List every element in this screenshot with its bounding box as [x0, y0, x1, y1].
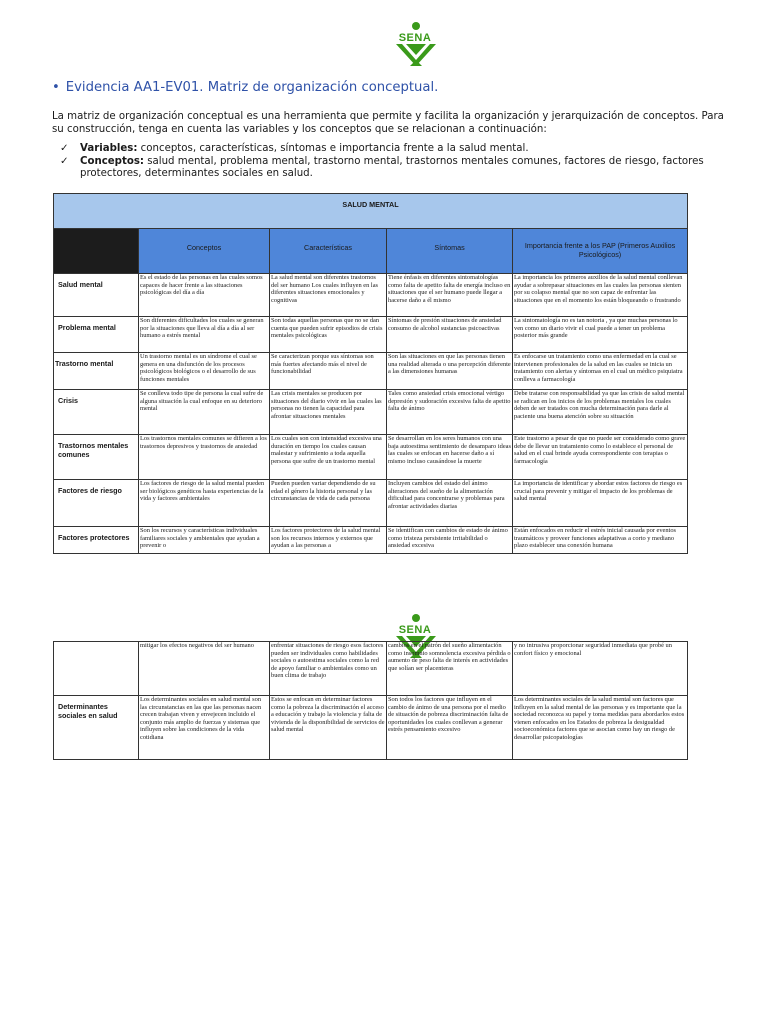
- table-row: [54, 480, 688, 527]
- table-row: [54, 435, 688, 480]
- row-header: Trastorno mental: [54, 353, 139, 390]
- column-header: Características: [270, 229, 387, 274]
- salud-mental-table-continued: [53, 641, 688, 760]
- table-cell: cambios en el patrón del sueño alimentación como insomnio somnolencia excesiva pérdida o aumento de peso falta de interés en actividades que solían ser placenteras: [387, 642, 513, 696]
- table-cell: Se caracterizan porque sus síntomas son más fuertes afectando más el nivel de funcionabilidad: [270, 353, 387, 390]
- page-heading: [52, 80, 438, 95]
- table-cell: Es enfocarse un tratamiento como una enfermedad en la cual se intervienen profesionales de la salud en las cuales se inicia un tratamiento con alertas y síntomas en el cual un médico psiquiatra conlleva a farmacología: [513, 353, 688, 390]
- table-cell: Se conlleva todo tipe de persona la cual sufre de alguna situación la cual enfoque en su deterioro mental: [139, 390, 270, 435]
- table-row: [54, 353, 688, 390]
- table-row: [54, 390, 688, 435]
- table-cell: Tiene énfasis en diferentes sintomatologías como falta de apetito falta de energía incluso en situaciones que el ser humano puede llegar a hacerse daño a él mismo: [387, 274, 513, 317]
- table-cell: Las crisis mentales se producen por situaciones del diario vivir en las cuales las personas no tienen la capacidad para afrontar situaciones mentales: [270, 390, 387, 435]
- row-header: Problema mental: [54, 317, 139, 353]
- table-cell: Estos se enfocan en determinar factores como la pobreza la discriminación el acceso a educación y trabajo la violencia y falta de vivienda de la disponibilidad de servicios de salud mental: [270, 696, 387, 760]
- row-header: Crisis: [54, 390, 139, 435]
- checklist-label: Conceptos:: [80, 155, 144, 167]
- table-cell: Los factores de riesgo de la salud mental pueden ser biológicos genéticos hasta experiencias de la vida y factores ambientales: [139, 480, 270, 527]
- table-cell: Incluyen cambios del estado del ánimo alteraciones del sueño de la alimentación dificultad para concentrarse y problemas para afrontar actividades diarias: [387, 480, 513, 527]
- column-header: Conceptos: [139, 229, 270, 274]
- check-icon: ✓: [60, 155, 69, 167]
- column-header: Importancia frente a los PAP (Primeros Auxilios Psicológicos): [513, 229, 688, 274]
- table-cell: y no intrusiva proporcionar seguridad inmediata que probé un confort físico y emocional: [513, 642, 688, 696]
- checklist-text: conceptos, características, síntomas e importancia frente a la salud mental.: [137, 143, 529, 154]
- table-cell: Son todas aquellas personas que no se dan cuenta que pueden sufrir episodios de crisis mentales psicológicas: [270, 317, 387, 353]
- table-cell: Se identifican con cambios de estado de ánimo como tristeza persistente irritabilidad o ansiedad excesiva: [387, 527, 513, 554]
- table-cell: Son todos los factores que influyen en el cambio de ánimo de una persona por el medio de situación de pobreza discriminación falta de oportunidades los cuales conllevan a generar estrés pensamiento excesivo: [387, 696, 513, 760]
- table-row: [54, 696, 688, 760]
- table-cell: Los cuales son con intensidad excesiva una duración en tiempo los cuales causan malestar y sufrimiento a toda aquella persona que sufre de un trastorno mental: [270, 435, 387, 480]
- table-cell: La sintomatología no es tan notoria , ya que muchas personas lo ven como un diario vivir el cual puede a tener un problema posterior más grande: [513, 317, 688, 353]
- table-cell: La importancia los primeros auxilios de la salud mental conllevan ayudar a sobrepasar situaciones en las cuales las personas sienten por su colapso mental que no son capaz de enfrentar las situaciones que en el momento los están bloqueando o frustrando: [513, 274, 688, 317]
- table-cell: Los determinantes sociales de la salud mental son factores que influyen en la salud mental de las personas y es importante que la sociedad reconozca su papel y toma medidas para abordarlos estos vienen enfocados en los Estados de pobreza la desigualdad socioeconómica factores que se asocian como hay un riesgo de desarrollar psicopatologías: [513, 696, 688, 760]
- table-cell: Síntomas de presión situaciones de ansiedad consumo de alcohol sustancias psicoactivas: [387, 317, 513, 353]
- table-cell: Los trastornos mentales comunes se difieren a los trastornos depresivos y trastornos de ansiedad: [139, 435, 270, 480]
- table-cell: enfrentar situaciones de riesgo esos factores pueden ser individuales como habilidades sociales o autoestima sociales como la red de apoyo familiar o ambientales como un buen clima de trabajo: [270, 642, 387, 696]
- sena-logo-icon: [392, 20, 440, 72]
- table-cell: Los determinantes sociales en salud mental son las circunstancias en las que las personas nacen crecen trabajan viven y envejecen incluido el conjunto más amplio de fuerzas y sistemas que influyen sobre las condiciones de la vida cotidiana: [139, 696, 270, 760]
- intro-paragraph: La matriz de organización conceptual es una herramienta que permite y facilita la organización y jerarquización de conceptos. Para su construcción, tenga en cuenta las variables y los conceptos que se relacionan a continuación:: [52, 111, 724, 135]
- table-cell: Este trastorno a pesar de que no puede ser considerado como grave debe de llevar un tratamiento como lo establece el personal de salud en el cual brinde ayuda correspondiente con terapias o farmacología: [513, 435, 688, 480]
- table-cell: Son diferentes dificultades los cuales se generan por la situaciones que lleva al día a día al ser humano a estrés mental: [139, 317, 270, 353]
- row-header: Factores protectores: [54, 527, 139, 554]
- sena-logo: [392, 20, 452, 72]
- row-header: Factores de riesgo: [54, 480, 139, 527]
- table-cell: Debe tratarse con responsabilidad ya que las crisis de salud mental se radican en los inicios de los problemas mentales los cuales deben de ser tratados con mucha determinación para darle al paciente una buena atención sobre su situación: [513, 390, 688, 435]
- table-cell: Son las situaciones en que las personas tienen una realidad alterada o una percepción diferente a las dimensiones humanas: [387, 353, 513, 390]
- row-header: Determinantes sociales en salud: [54, 696, 139, 760]
- checklist: [60, 143, 720, 181]
- table-cell: Son los recursos y características individuales familiares sociales y ambientales que ayudan a prevenir o: [139, 527, 270, 554]
- table-row: [54, 642, 688, 696]
- table-cell: La importancia de identificar y abordar estos factores de riesgo es crucial para prevenir y mitigar el impacto de los problemas de salud mental: [513, 480, 688, 527]
- table-cell: Pueden pueden variar dependiendo de su edad el género la historia personal y las circunstancias de vida de cada persona: [270, 480, 387, 527]
- table-row: [54, 527, 688, 554]
- corner-cell: [54, 229, 139, 274]
- table-row: [54, 317, 688, 353]
- table-cell: La salud mental son diferentes trastornos del ser humano Los cuales influyen en las diferentes situaciones emocionales y cognitivas: [270, 274, 387, 317]
- row-header: Trastornos mentales comunes: [54, 435, 139, 480]
- table-cell: Es el estado de las personas en las cuales somos capaces de hacer frente a las situaciones psicológicas del día a día: [139, 274, 270, 317]
- column-header: Síntomas: [387, 229, 513, 274]
- table-cell: mitigar los efectos negativos del ser humano: [139, 642, 270, 696]
- checklist-label: Variables:: [80, 143, 138, 154]
- row-header: [54, 642, 139, 696]
- logo-text: SENA: [398, 624, 432, 636]
- checklist-item: [60, 143, 720, 156]
- table-row: [54, 274, 688, 317]
- table-cell: Se desarrollan en los seres humanos con una baja autoestima sentimiento de desamparo ideas las cuales se enfocan en hacerse daño a sí mismo incluso causándose la muerte: [387, 435, 513, 480]
- table-title: SALUD MENTAL: [54, 194, 688, 229]
- row-header: Salud mental: [54, 274, 139, 317]
- heading-bullet: •: [52, 80, 60, 95]
- table-cell: Los factores protectores de la salud mental son los recursos internos y externos que ayudan a las personas a: [270, 527, 387, 554]
- salud-mental-table: [53, 193, 688, 554]
- heading-text: Evidencia AA1-EV01. Matriz de organización conceptual.: [65, 80, 439, 95]
- table-cell: Tales como ansiedad crisis emocional vértigo depresión y sudoración excesiva falta de apetito falta de ánimo: [387, 390, 513, 435]
- check-icon: ✓: [60, 143, 69, 154]
- table-cell: Están enfocados en reducir el estrés inicial causada por eventos traumáticos y proveer funciones adaptativas a corto y mediano plazo establecer una conexión humana: [513, 527, 688, 554]
- checklist-text: salud mental, problema mental, trastorno mental, trastornos mentales comunes, factores de riesgo, factores protectores, determinantes sociales en salud.: [80, 155, 704, 179]
- table-cell: Un trastorno mental es un síndrome el cual se genera en una disfunción de los procesos psicológicos biológicos o el desarrollo de sus funciones mentales: [139, 353, 270, 390]
- checklist-item: [60, 156, 720, 181]
- logo-text: SENA: [398, 32, 432, 44]
